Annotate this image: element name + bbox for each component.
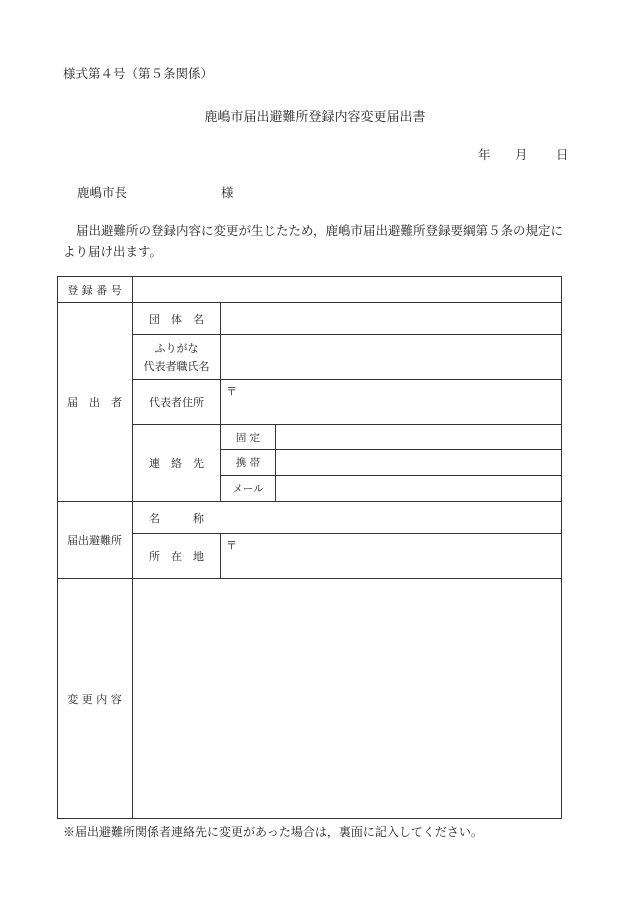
date-day-label: 日 <box>556 147 569 162</box>
date-year-label: 年 <box>478 147 491 162</box>
change-details-label: 変 更 内 容 <box>67 692 122 706</box>
rep-name-field[interactable] <box>221 335 561 379</box>
contact-label: 連 絡 先 <box>149 457 204 470</box>
furigana-label: ふりがな <box>154 342 199 355</box>
addressee: 鹿嶋市長 <box>77 185 128 200</box>
statement: 届出避難所の登録内容に変更が生じたため，鹿嶋市届出避難所登録要綱第５条の規定により届け出ます。 <box>63 223 564 259</box>
change-details-field[interactable] <box>133 579 561 818</box>
footnote: ※届出避難所関係者連絡先に変更があった場合は，裏面に記入してください。 <box>63 825 483 839</box>
notifier-label: 届 出 者 <box>67 395 122 409</box>
rep-address-field[interactable] <box>240 380 561 424</box>
shelter-name-label: 名 称 <box>149 511 204 525</box>
table-border-right <box>561 276 562 819</box>
rep-name-label: 代表者職氏名 <box>143 360 210 373</box>
registration-number-label: 登 録 番 号 <box>67 283 122 297</box>
email-field[interactable] <box>276 476 561 501</box>
rep-address-label: 代表者住所 <box>149 396 204 409</box>
honorific: 様 <box>221 185 234 200</box>
landline-field[interactable] <box>276 425 561 449</box>
shelter-location-postal-mark: 〒 <box>226 539 237 552</box>
shelter-location-label: 所 在 地 <box>149 550 204 563</box>
mobile-field[interactable] <box>276 450 561 475</box>
mobile-label: 携 帯 <box>235 457 261 469</box>
shelter-label: 届出避難所 <box>67 534 122 547</box>
rep-address-postal-mark: 〒 <box>226 385 237 398</box>
group-name-field[interactable] <box>221 303 561 334</box>
shelter-name-field[interactable] <box>221 502 561 533</box>
email-label: メール <box>232 483 264 495</box>
page-title: 鹿嶋市届出避難所登録内容変更届出書 <box>204 110 426 125</box>
shelter-location-field[interactable] <box>240 534 561 578</box>
form-id: 様式第４号（第５条関係） <box>63 66 214 81</box>
landline-label: 固 定 <box>235 431 261 444</box>
date-month-label: 月 <box>515 147 528 162</box>
col-divider-2b <box>220 533 221 578</box>
group-name-label: 団 体 名 <box>149 312 204 326</box>
registration-number-field[interactable] <box>133 277 561 302</box>
